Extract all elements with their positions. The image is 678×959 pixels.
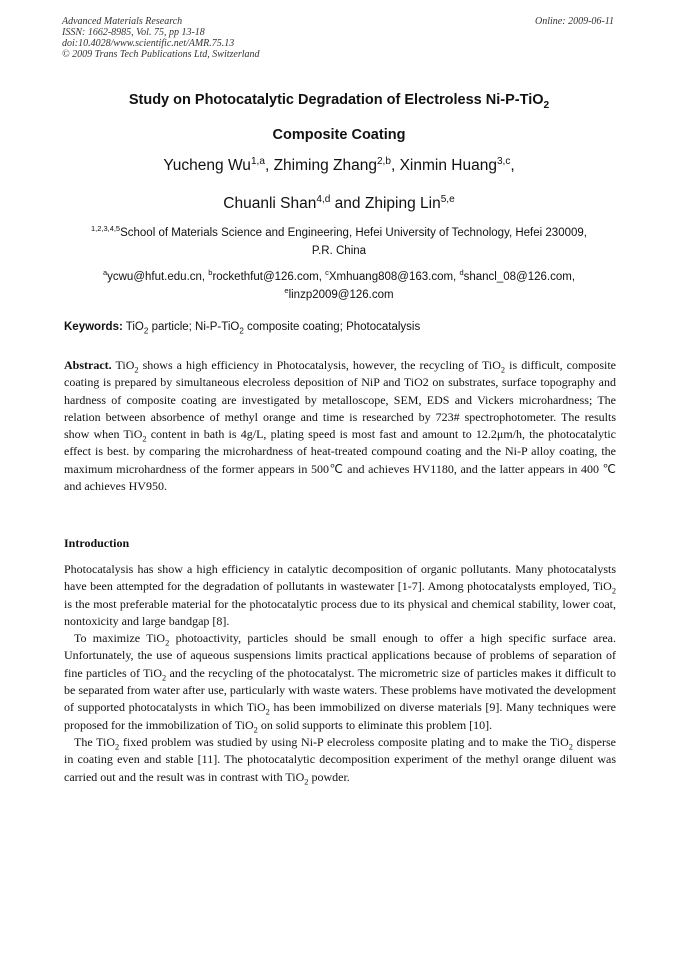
email-address: shancl_08@126.com,: [463, 271, 576, 283]
author-name: Zhiping Lin: [364, 195, 441, 212]
intro-paragraph-3: The TiO$_2$ fixed problem was studied by using Ni-P elecroless composite plating and to make the TiO$_2$ disperse in coating even and stable [11]. The photocatalytic decomposition experiment of the methyl orange diluent was carried out and the result was in contrast with TiO$_2$ powder.: [64, 734, 616, 786]
introduction-body: [64, 561, 616, 786]
abstract-label: Abstract.: [64, 358, 112, 372]
intro-paragraph-1: Photocatalysis has show a high efficiency in catalytic decomposition of organic pollutants. Many photocatalysts have been attempted for the degradation of pollutants in wastewater [1-7]. Among photocatalysts employed, TiO$_2$ is the most preferable material for the photocatalytic process due to its physical and chemical stability, lower coat, nontoxicity and large bandgap [8].: [64, 562, 616, 628]
authors-line1: Yucheng Wu$^{1,a}$, Zhiming Zhang$^{2,b}$, Xinmin Huang$^{3,c}$,: [163, 155, 515, 174]
affiliation: $^{1,2,3,4,5}$School of Materials Science and Engineering, Hefei University of Technology, Hefei 230009, P.R. China: [91, 224, 587, 257]
abstract-paragraph: Abstract. TiO$_2$ shows a high efficiency in Photocatalysis, however, the recycling of TiO$_2$ is difficult, composite coating is prepared by simultaneous elecroless deposition of NiP and TiO2 on substrates, surface topography and hardness of composite coating are investigated by metalloscope, SEM, EDS and Vickers microhardness; The relation between absorbence of methyl orange and time is researched by 723# spectrophotometer. The results show when TiO$_2$ content in bath is 4g/L, plating speed is most fast and amount to 12.2μm/h, the photocatalytic effect is best. by comparing the microhardness of heat-treated compound coating and the Ni-P alloy coating, the maximum microhardness of the former appears in 500℃ and achieves HV1180, and the latter appears in 400 ℃ and achieves HV950.: [64, 358, 616, 494]
intro-paragraph-2: To maximize TiO$_2$ photoactivity, particles should be small enough to offer a high specific surface area. Unfortunately, the use of aqueous suspensions limits practical applications because of problems of separation of fine particles of TiO$_2$ and the recycling of the photocatalyst. The micrometric size of particles makes it difficult to be separated from water after use, particularly with waste waters. These problems have motivated the development of supported photocatalysts in which TiO$_2$ has been immobilized on diverse materials [9]. Many techniques were proposed for the immobilization of TiO$_2$ on solid supports to eliminate this problem [10].: [64, 631, 616, 735]
authors-line2: Chuanli Shan$^{4,d}$ and Zhiping Lin$^{5,e}$: [223, 193, 455, 212]
copyright-line: © 2009 Trans Tech Publications Ltd, Switzerland: [62, 49, 260, 60]
email-address: Xmhuang808@163.com,: [328, 271, 460, 283]
paper-title-line1: Study on Photocatalytic Degradation of Electroless Ni-P-TiO$_2$: [128, 92, 550, 111]
author-name: Chuanli Shan: [223, 195, 317, 212]
journal-name: Advanced Materials Research: [62, 16, 183, 27]
email-address: ycwu@hfut.edu.cn,: [107, 271, 209, 283]
online-date: Online: 2009-06-11: [535, 16, 614, 27]
author-name: Xinmin Huang: [399, 157, 497, 174]
email-address: linzp2009@126.com: [288, 289, 394, 301]
keywords-label: Keywords:: [64, 321, 123, 333]
paper-title-line2: Composite Coating: [272, 127, 406, 143]
author-name: Zhiming Zhang: [273, 157, 377, 174]
issn-line: ISSN: 1662-8985, Vol. 75, pp 13-18: [62, 27, 205, 38]
doi-line: doi:10.4028/www.scientific.net/AMR.75.13: [62, 38, 235, 49]
keywords-line: Keywords: TiO$_2$ particle; Ni-P-TiO$_2$ composite coating; Photocatalysis: [64, 321, 421, 336]
author-name: Yucheng Wu: [163, 157, 251, 174]
journal-metadata: [62, 16, 260, 60]
email-address: rockethfut@126.com,: [212, 271, 326, 283]
section-heading-introduction: Introduction: [64, 536, 130, 550]
author-emails: $^a$ycwu@hfut.edu.cn, $^b$rockethfut@126.com, $^c$Xmhuang808@163.com, $^d$shancl_08@126.com, $^e$linzp2009@126.com: [102, 268, 576, 301]
